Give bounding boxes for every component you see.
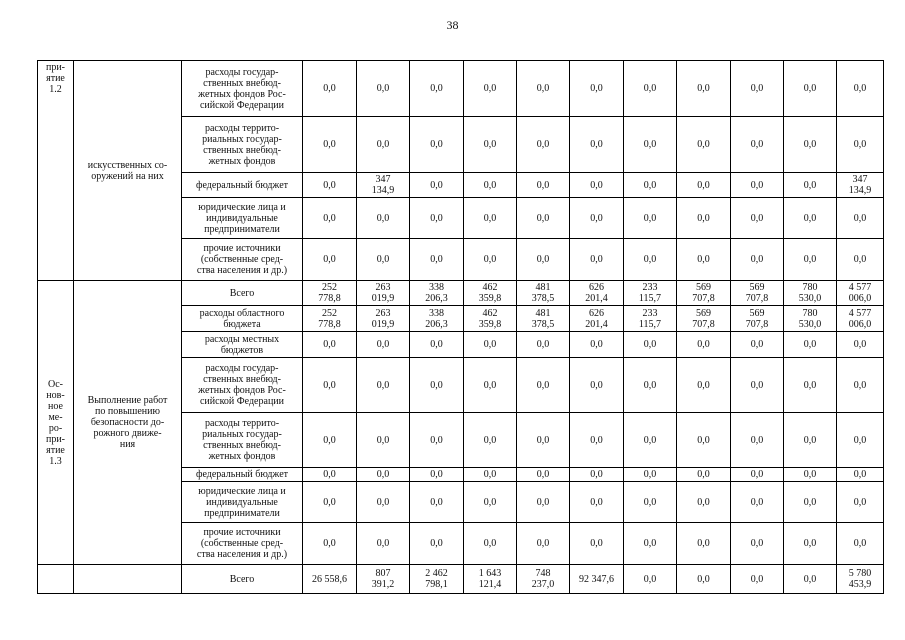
value-cell: 338 206,3	[410, 306, 464, 332]
table-row	[38, 281, 884, 306]
value-cell: 0,0	[303, 523, 357, 565]
value-cell: 0,0	[517, 523, 570, 565]
value-cell: 0,0	[464, 523, 517, 565]
value-cell: 0,0	[464, 173, 517, 198]
funding-source-cell: расходы террито- риальных государ- ственных внебюд- жетных фондов	[182, 413, 303, 468]
page-number: 38	[446, 18, 459, 32]
value-cell: 780 530,0	[784, 306, 837, 332]
table-body	[38, 61, 884, 594]
value-cell: 0,0	[624, 332, 677, 358]
value-cell: 0,0	[570, 523, 624, 565]
value-cell: 0,0	[570, 61, 624, 117]
value-cell: 0,0	[410, 468, 464, 482]
value-cell: 569 707,8	[731, 306, 784, 332]
value-cell: 807 391,2	[357, 565, 410, 594]
value-cell: 0,0	[570, 332, 624, 358]
value-cell: 0,0	[677, 173, 731, 198]
value-cell: 347 134,9	[837, 173, 884, 198]
value-cell: 263 019,9	[357, 281, 410, 306]
value-cell: 233 115,7	[624, 281, 677, 306]
value-cell: 0,0	[517, 358, 570, 413]
value-cell: 0,0	[357, 468, 410, 482]
value-cell: 92 347,6	[570, 565, 624, 594]
value-cell: 0,0	[464, 358, 517, 413]
value-cell: 0,0	[784, 413, 837, 468]
value-cell: 0,0	[837, 523, 884, 565]
value-cell: 0,0	[837, 413, 884, 468]
activity-name-cell: искусственных со- оружений на них	[74, 61, 182, 281]
value-cell: 0,0	[410, 239, 464, 281]
value-cell: 0,0	[410, 413, 464, 468]
value-cell: 1 643 121,4	[464, 565, 517, 594]
value-cell: 0,0	[303, 61, 357, 117]
funding-source-cell: расходы областного бюджета	[182, 306, 303, 332]
activity-name-cell: Выполнение работ по повышению безопасности до- рожного движе- ния	[74, 281, 182, 565]
value-cell: 0,0	[464, 413, 517, 468]
value-cell: 0,0	[464, 468, 517, 482]
value-cell: 0,0	[303, 239, 357, 281]
value-cell: 0,0	[784, 358, 837, 413]
value-cell: 0,0	[624, 468, 677, 482]
value-cell: 0,0	[357, 61, 410, 117]
value-cell: 0,0	[303, 332, 357, 358]
value-cell: 0,0	[624, 173, 677, 198]
activity-name-cell	[74, 565, 182, 594]
value-cell: 0,0	[464, 61, 517, 117]
value-cell: 0,0	[303, 198, 357, 239]
value-cell: 0,0	[677, 198, 731, 239]
value-cell: 0,0	[517, 173, 570, 198]
value-cell: 0,0	[731, 198, 784, 239]
value-cell: 780 530,0	[784, 281, 837, 306]
value-cell: 569 707,8	[677, 306, 731, 332]
value-cell: 2 462 798,1	[410, 565, 464, 594]
value-cell: 0,0	[517, 413, 570, 468]
value-cell: 0,0	[677, 117, 731, 173]
value-cell: 0,0	[731, 565, 784, 594]
value-cell: 0,0	[410, 117, 464, 173]
funding-source-cell: федеральный бюджет	[182, 173, 303, 198]
value-cell: 0,0	[837, 61, 884, 117]
value-cell: 0,0	[677, 565, 731, 594]
value-cell: 0,0	[677, 239, 731, 281]
value-cell: 0,0	[570, 358, 624, 413]
value-cell: 0,0	[517, 239, 570, 281]
funding-source-cell: прочие источники (собственные сред- ства населения и др.)	[182, 239, 303, 281]
value-cell: 5 780 453,9	[837, 565, 884, 594]
value-cell: 263 019,9	[357, 306, 410, 332]
funding-source-cell: Всего	[182, 565, 303, 594]
value-cell: 0,0	[677, 61, 731, 117]
value-cell: 0,0	[517, 61, 570, 117]
value-cell: 0,0	[837, 198, 884, 239]
value-cell: 0,0	[837, 332, 884, 358]
value-cell: 0,0	[357, 332, 410, 358]
activity-code-cell: Ос- нов- ное ме- ро- при- ятие 1.3	[38, 281, 74, 565]
value-cell: 347 134,9	[357, 173, 410, 198]
value-cell: 0,0	[837, 239, 884, 281]
value-cell: 0,0	[731, 468, 784, 482]
value-cell: 0,0	[731, 482, 784, 523]
value-cell: 0,0	[784, 565, 837, 594]
value-cell: 0,0	[464, 239, 517, 281]
value-cell: 0,0	[731, 117, 784, 173]
activity-code-cell	[38, 565, 74, 594]
value-cell: 0,0	[464, 117, 517, 173]
value-cell: 0,0	[570, 239, 624, 281]
value-cell: 0,0	[517, 198, 570, 239]
value-cell: 0,0	[624, 565, 677, 594]
value-cell: 0,0	[677, 413, 731, 468]
value-cell: 0,0	[731, 173, 784, 198]
value-cell: 0,0	[517, 332, 570, 358]
value-cell: 0,0	[303, 117, 357, 173]
value-cell: 0,0	[303, 358, 357, 413]
value-cell: 0,0	[784, 117, 837, 173]
value-cell: 748 237,0	[517, 565, 570, 594]
funding-source-cell: расходы государ- ственных внебюд- жетных фондов Рос- сийской Федерации	[182, 358, 303, 413]
funding-source-cell: юридические лица и индивидуальные предприниматели	[182, 482, 303, 523]
funding-source-cell: расходы государ- ственных внебюд- жетных фондов Рос- сийской Федерации	[182, 61, 303, 117]
value-cell: 0,0	[303, 413, 357, 468]
value-cell: 0,0	[464, 332, 517, 358]
value-cell: 0,0	[357, 198, 410, 239]
value-cell: 0,0	[784, 468, 837, 482]
value-cell: 0,0	[303, 468, 357, 482]
value-cell: 26 558,6	[303, 565, 357, 594]
budget-table	[37, 60, 884, 594]
value-cell: 0,0	[357, 358, 410, 413]
value-cell: 0,0	[837, 482, 884, 523]
value-cell: 0,0	[731, 239, 784, 281]
value-cell: 569 707,8	[677, 281, 731, 306]
value-cell: 0,0	[731, 523, 784, 565]
value-cell: 0,0	[570, 198, 624, 239]
value-cell: 338 206,3	[410, 281, 464, 306]
value-cell: 0,0	[570, 482, 624, 523]
value-cell: 0,0	[357, 482, 410, 523]
value-cell: 0,0	[624, 358, 677, 413]
funding-source-cell: федеральный бюджет	[182, 468, 303, 482]
value-cell: 0,0	[570, 413, 624, 468]
value-cell: 0,0	[624, 523, 677, 565]
value-cell: 0,0	[624, 117, 677, 173]
value-cell: 0,0	[837, 358, 884, 413]
value-cell: 0,0	[784, 332, 837, 358]
value-cell: 252 778,8	[303, 281, 357, 306]
value-cell: 0,0	[731, 332, 784, 358]
value-cell: 0,0	[677, 468, 731, 482]
value-cell: 481 378,5	[517, 306, 570, 332]
value-cell: 0,0	[784, 523, 837, 565]
funding-source-cell: прочие источники (собственные сред- ства населения и др.)	[182, 523, 303, 565]
value-cell: 0,0	[677, 332, 731, 358]
activity-code-cell: при- ятие 1.2	[38, 61, 74, 281]
value-cell: 0,0	[624, 61, 677, 117]
value-cell: 0,0	[357, 117, 410, 173]
value-cell: 252 778,8	[303, 306, 357, 332]
value-cell: 0,0	[784, 239, 837, 281]
funding-source-cell: расходы террито- риальных государ- ственных внебюд- жетных фондов	[182, 117, 303, 173]
value-cell: 0,0	[410, 482, 464, 523]
table-row	[38, 61, 884, 117]
value-cell: 4 577 006,0	[837, 306, 884, 332]
value-cell: 0,0	[410, 523, 464, 565]
value-cell: 4 577 006,0	[837, 281, 884, 306]
value-cell: 0,0	[784, 61, 837, 117]
value-cell: 0,0	[837, 468, 884, 482]
value-cell: 0,0	[837, 117, 884, 173]
value-cell: 0,0	[570, 173, 624, 198]
value-cell: 0,0	[784, 198, 837, 239]
value-cell: 0,0	[464, 482, 517, 523]
funding-source-cell: расходы местных бюджетов	[182, 332, 303, 358]
value-cell: 0,0	[624, 198, 677, 239]
value-cell: 0,0	[731, 61, 784, 117]
value-cell: 0,0	[410, 173, 464, 198]
value-cell: 0,0	[410, 358, 464, 413]
value-cell: 0,0	[410, 61, 464, 117]
value-cell: 233 115,7	[624, 306, 677, 332]
value-cell: 0,0	[357, 239, 410, 281]
value-cell: 0,0	[570, 468, 624, 482]
value-cell: 0,0	[731, 358, 784, 413]
funding-source-cell: Всего	[182, 281, 303, 306]
value-cell: 0,0	[570, 117, 624, 173]
value-cell: 0,0	[677, 358, 731, 413]
value-cell: 0,0	[303, 173, 357, 198]
funding-source-cell: юридические лица и индивидуальные предприниматели	[182, 198, 303, 239]
value-cell: 0,0	[410, 198, 464, 239]
value-cell: 481 378,5	[517, 281, 570, 306]
value-cell: 626 201,4	[570, 281, 624, 306]
value-cell: 0,0	[677, 523, 731, 565]
value-cell: 0,0	[464, 198, 517, 239]
value-cell: 626 201,4	[570, 306, 624, 332]
value-cell: 0,0	[357, 413, 410, 468]
value-cell: 462 359,8	[464, 281, 517, 306]
value-cell: 0,0	[784, 173, 837, 198]
value-cell: 0,0	[731, 413, 784, 468]
value-cell: 0,0	[624, 413, 677, 468]
value-cell: 0,0	[784, 482, 837, 523]
value-cell: 0,0	[677, 482, 731, 523]
value-cell: 0,0	[303, 482, 357, 523]
value-cell: 0,0	[624, 482, 677, 523]
value-cell: 0,0	[624, 239, 677, 281]
value-cell: 0,0	[517, 117, 570, 173]
value-cell: 0,0	[517, 482, 570, 523]
value-cell: 462 359,8	[464, 306, 517, 332]
table-row	[38, 565, 884, 594]
value-cell: 0,0	[357, 523, 410, 565]
value-cell: 569 707,8	[731, 281, 784, 306]
value-cell: 0,0	[410, 332, 464, 358]
value-cell: 0,0	[517, 468, 570, 482]
